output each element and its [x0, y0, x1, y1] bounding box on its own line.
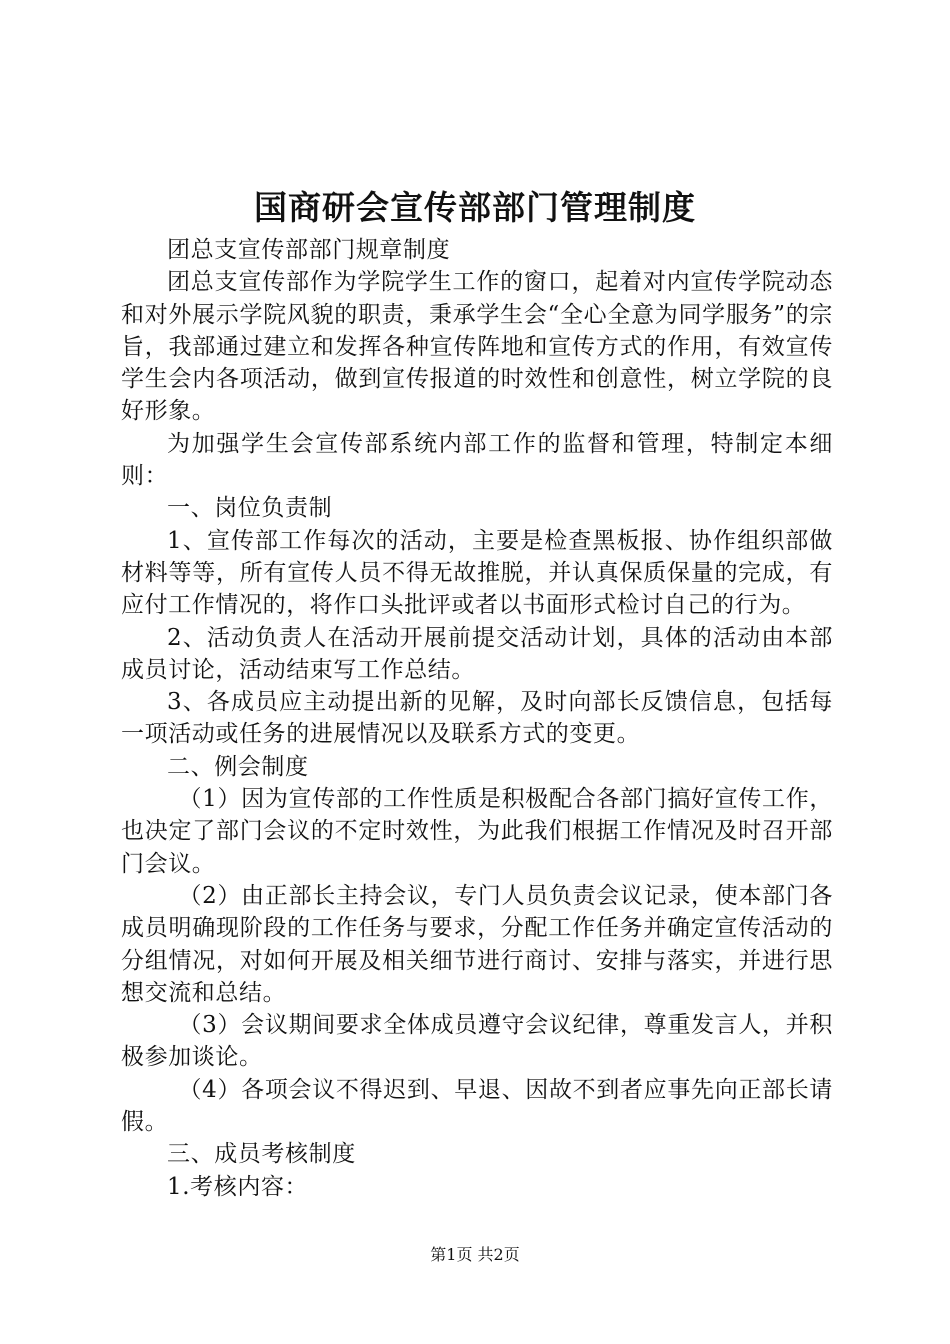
- paragraph-meeting-2: （2）由正部长主持会议，专门人员负责会议记录，使本部门各成员明确现阶段的工作任务与要求，分配工作任务并确定宣传活动的分组情况，对如何开展及相关细节进行商讨、安排与落实，并进行思想交流和总结。: [121, 882, 833, 1006]
- paragraph-item-3: 3、各成员应主动提出新的见解，及时向部长反馈信息，包括每一项活动或任务的进展情况以及联系方式的变更。: [121, 689, 833, 748]
- paragraph-assessment-1: 1.考核内容：: [167, 1173, 309, 1200]
- page-number: 第1页 共2页: [430, 1245, 520, 1264]
- section-heading-3: 三、成员考核制度: [167, 1141, 356, 1168]
- section-heading-1: 一、岗位负责制: [167, 495, 333, 522]
- paragraph-item-2: 2、活动负责人在活动开展前提交活动计划，具体的活动由本部成员讨论，活动结束写工作总结。: [121, 624, 833, 683]
- paragraph-item-1: 1、宣传部工作每次的活动，主要是检查黑板报、协作组织部做材料等等，所有宣传人员不得无故推脱，并认真保质保量的完成，有应付工作情况的，将作口头批评或者以书面形式检讨自己的行为。: [121, 527, 833, 619]
- paragraph-purpose: 为加强学生会宣传部系统内部工作的监督和管理，特制定本细则：: [121, 430, 833, 490]
- section-heading-2: 二、例会制度: [167, 753, 309, 780]
- document-title: 国商研会宣传部部门管理制度: [254, 188, 696, 227]
- document-body: [121, 234, 833, 1203]
- paragraph-meeting-3: （3）会议期间要求全体成员遵守会议纪律，尊重发言人，并积极参加谈论。: [121, 1012, 833, 1071]
- paragraph-meeting-1: （1）因为宣传部的工作性质是积极配合各部门搞好宣传工作，也决定了部门会议的不定时效性，为此我们根据工作情况及时召开部门会议。: [121, 786, 833, 877]
- paragraph-meeting-4: （4）各项会议不得迟到、早退、因故不到者应事先向正部长请假。: [121, 1076, 833, 1136]
- paragraph-intro: 团总支宣传部作为学院学生工作的窗口，起着对内宣传学院动态和对外展示学院风貌的职责，秉承学生会“全心全意为同学服务”的宗旨，我部通过建立和发挥各种宣传阵地和宣传方式的作用，有效宣传学生会内各项活动，做到宣传报道的时效性和创意性，树立学院的良好形象。: [121, 269, 833, 425]
- paragraph-subtitle: 团总支宣传部部门规章制度: [167, 237, 451, 263]
